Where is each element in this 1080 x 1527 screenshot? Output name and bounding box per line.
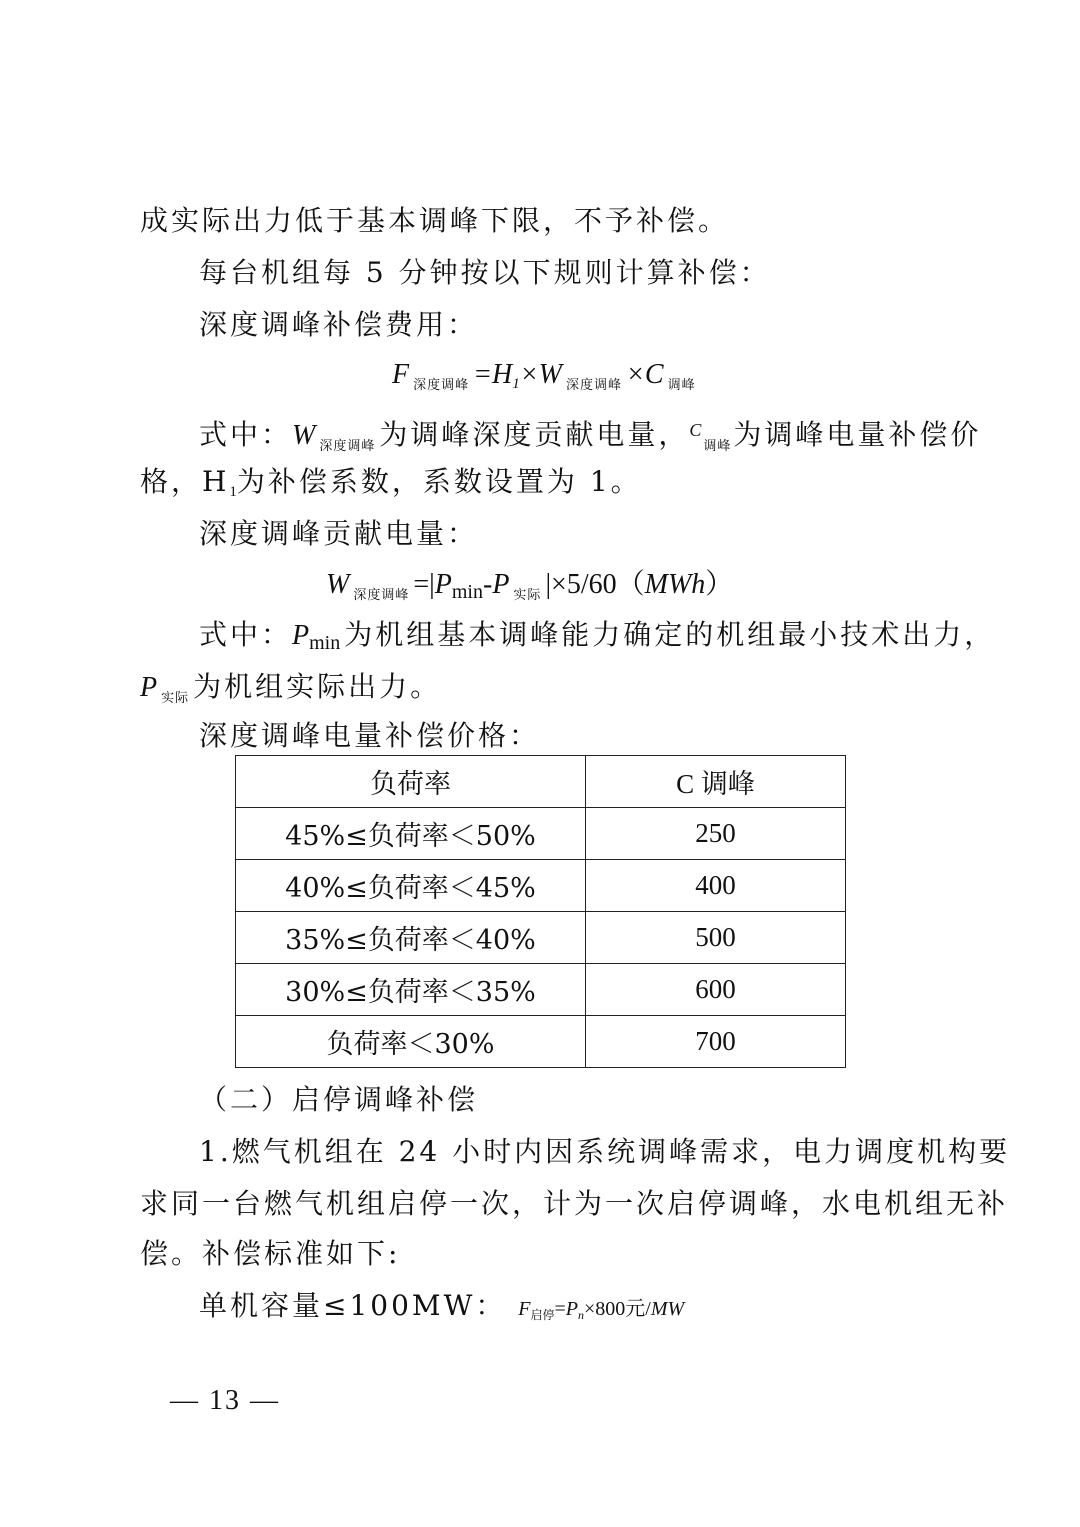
paragraph: 成实际出力低于基本调峰下限，不予补偿。 <box>140 204 730 237</box>
table-cell: 45%≤负荷率＜50% <box>236 808 586 860</box>
subscript: 调峰 <box>667 378 696 393</box>
table-cell: 400 <box>586 860 846 912</box>
text: 格，H <box>140 465 230 498</box>
unit: MWh <box>644 569 706 600</box>
subscript: 深度调峰 <box>566 378 623 393</box>
table-cell: 30%≤负荷率＜35% <box>236 964 586 1016</box>
subscript: n <box>578 1308 584 1322</box>
symbol: P <box>292 620 310 651</box>
section-heading: （二）启停调峰补偿 <box>199 1083 479 1116</box>
text: 为补偿系数，系数设置为 1。 <box>236 465 642 498</box>
table-cell: 40%≤负荷率＜45% <box>236 860 586 912</box>
subscript: 实际 <box>513 588 542 603</box>
paragraph: 深度调峰贡献电量： <box>199 517 479 550</box>
table-cell: 250 <box>586 808 846 860</box>
paragraph <box>199 410 981 467</box>
unit: MW <box>650 1298 685 1320</box>
paragraph: 每台机组每 5 分钟按以下规则计算补偿： <box>199 256 771 289</box>
text: 式中： <box>199 418 293 451</box>
operator: =| <box>413 569 435 600</box>
text: 为调峰深度贡献电量， <box>379 418 690 451</box>
operator: - <box>482 569 493 600</box>
paragraph <box>199 615 995 663</box>
symbol: F <box>392 359 410 390</box>
subscript: 深度调峰 <box>319 439 376 454</box>
table-cell: 500 <box>586 912 846 964</box>
paragraph: 深度调峰电量补偿价格： <box>199 719 541 752</box>
table-header: C 调峰 <box>586 756 846 808</box>
compensation-price-table <box>235 755 846 1068</box>
subscript: 实际 <box>161 691 190 706</box>
text: 为机组实际出力。 <box>193 670 442 703</box>
table-row <box>236 912 846 964</box>
operator: ×800元/ <box>584 1298 651 1320</box>
formula-startstop-fee <box>518 1298 684 1320</box>
text: 单机容量≤100MW： <box>199 1289 507 1322</box>
paragraph: 求同一台燃气机组启停一次，计为一次启停调峰，水电机组无补 <box>140 1187 1009 1220</box>
paragraph: 深度调峰补偿费用： <box>199 308 479 341</box>
symbol: F <box>518 1298 531 1320</box>
operator: × <box>519 359 539 390</box>
table-header-row <box>236 756 846 808</box>
table-header: 负荷率 <box>236 756 586 808</box>
symbol: P <box>492 569 510 600</box>
subscript: 深度调峰 <box>353 588 410 603</box>
table-cell: 600 <box>586 964 846 1016</box>
paragraph <box>140 667 441 719</box>
symbol: P <box>434 569 452 600</box>
operator: = <box>554 1298 566 1320</box>
table-row <box>236 808 846 860</box>
paragraph <box>199 1286 684 1335</box>
subscript: 调峰 <box>703 439 732 454</box>
operator: ） <box>705 569 734 600</box>
symbol: C <box>689 420 702 440</box>
subscript: 启停 <box>530 1308 555 1322</box>
subscript: min <box>309 632 341 654</box>
symbol: W <box>326 569 350 600</box>
table-cell: 35%≤负荷率＜40% <box>236 912 586 964</box>
operator: × <box>626 359 645 390</box>
subscript: 1 <box>229 484 237 500</box>
subscript: 深度调峰 <box>413 378 470 393</box>
table-row <box>236 964 846 1016</box>
paragraph <box>140 462 642 512</box>
table-cell: 700 <box>586 1016 846 1068</box>
table-cell: 负荷率＜30% <box>236 1016 586 1068</box>
symbol: H <box>492 359 513 390</box>
subscript: 1 <box>512 376 520 392</box>
operator: = <box>473 359 493 390</box>
text: 为机组基本调峰能力确定的机组最小技术出力， <box>344 618 996 651</box>
symbol: W <box>292 420 316 451</box>
table-row <box>236 1016 846 1068</box>
symbol: P <box>565 1298 578 1320</box>
symbol: P <box>140 672 158 703</box>
formula-depth-peak-fee <box>392 355 700 406</box>
paragraph: 1.燃气机组在 24 小时内因系统调峰需求，电力调度机构要 <box>199 1135 1011 1168</box>
subscript: min <box>451 581 483 603</box>
formula-depth-peak-energy <box>326 565 733 616</box>
paragraph: 偿。补偿标准如下: <box>140 1237 401 1270</box>
symbol: C <box>644 359 664 390</box>
page-number: — 13 — <box>170 1385 280 1416</box>
text: 为调峰电量补偿价 <box>733 418 982 451</box>
operator: |×5/60（ <box>545 569 645 600</box>
text: 式中： <box>199 618 293 651</box>
symbol: W <box>538 359 562 390</box>
table-row <box>236 860 846 912</box>
